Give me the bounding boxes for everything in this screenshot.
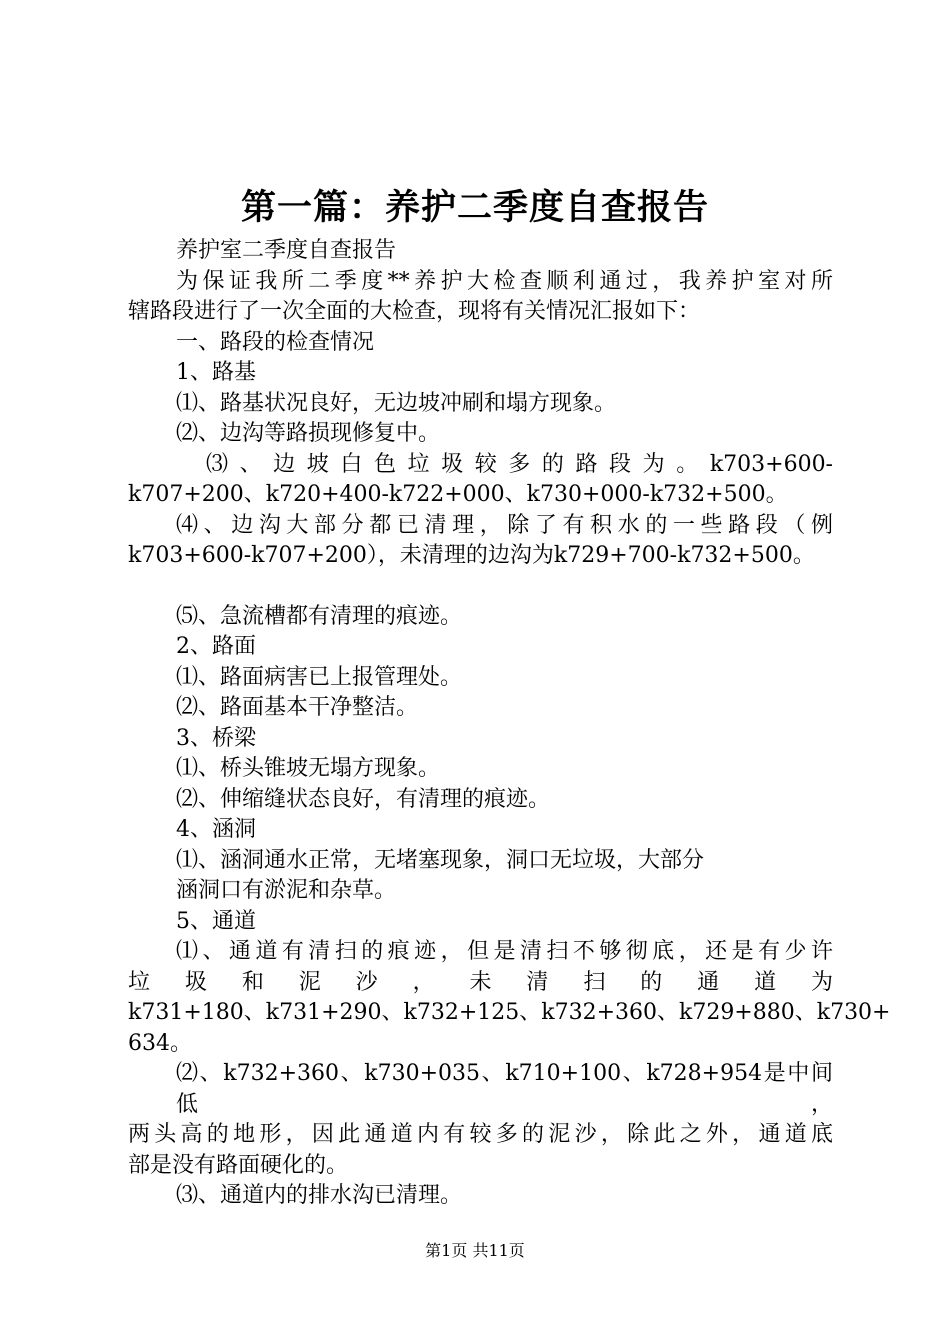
paragraph: 养护室二季度自查报告 [176,238,397,263]
list-item-continued: k731+180、k731+290、k732+125、k732+360、k729+880、k730+ [128,1000,891,1025]
blank-line [128,572,833,602]
list-item-continued: k707+200、k720+400-k722+000、k730+000-k732+500。 [128,482,788,507]
page-footer: 第1页 共11页 [425,1241,525,1260]
list-item: ⑵、路面基本干净整洁。 [176,695,419,720]
list-item: ⑸、急流槽都有清理的痕迹。 [176,603,463,629]
list-item: ⑴、桥头锥坡无塌方现象。 [176,756,441,781]
list-item-continued: 涵洞口有淤泥和杂草。 [176,878,397,903]
section-heading: 一、路段的检查情况 [176,329,375,355]
document-title: 第一篇：养护二季度自查报告 [240,187,709,228]
list-item: ⑴、涵洞通水正常，无堵塞现象，洞口无垃圾，大部分 [176,847,705,873]
list-item: ⑵、伸缩缝状态良好，有清理的痕迹。 [176,786,551,812]
list-item-continued: 部是没有路面硬化的。 [128,1152,349,1178]
list-item-continued: 垃圾和泥沙，未清扫的通道为 [128,969,833,995]
list-item: ⑵、k732+360、k730+035、k710+100、k728+954是中间低， [176,1061,833,1117]
list-item: ⑶、通道内的排水沟已清理。 [176,1183,463,1208]
document-body [128,236,891,1212]
list-item: ⑴、路基状况良好，无边坡冲刷和塌方现象。 [176,390,617,416]
list-item: ⑷、边沟大部分都已清理，除了有积水的一些路段（例 [176,512,833,538]
subsection-heading: 4、涵洞 [176,817,256,842]
list-item-continued: k703+600-k707+200），未清理的边沟为k729+700-k732+500。 [128,543,815,568]
list-item: ⑵、边沟等路损现修复中。 [176,421,441,446]
paragraph: 为保证我所二季度**养护大检查顺利通过，我养护室对所 [176,268,833,294]
subsection-heading: 1、路基 [176,360,256,385]
subsection-heading: 5、通道 [176,908,256,934]
subsection-heading: 2、路面 [176,634,256,659]
list-item-continued: 两头高的地形，因此通道内有较多的泥沙，除此之外，通道底 [128,1122,833,1147]
list-item-continued: 634。 [128,1030,192,1056]
list-item: ⑴、路面病害已上报管理处。 [176,664,463,690]
subsection-heading: 3、桥梁 [176,725,256,751]
paragraph: 辖路段进行了一次全面的大检查，现将有关情况汇报如下： [128,299,701,324]
list-item: ⑴、通道有清扫的痕迹，但是清扫不够彻底，还是有少许 [176,939,833,964]
list-item: ⑶、边坡白色垃圾较多的路段为。k703+600- [206,451,833,477]
